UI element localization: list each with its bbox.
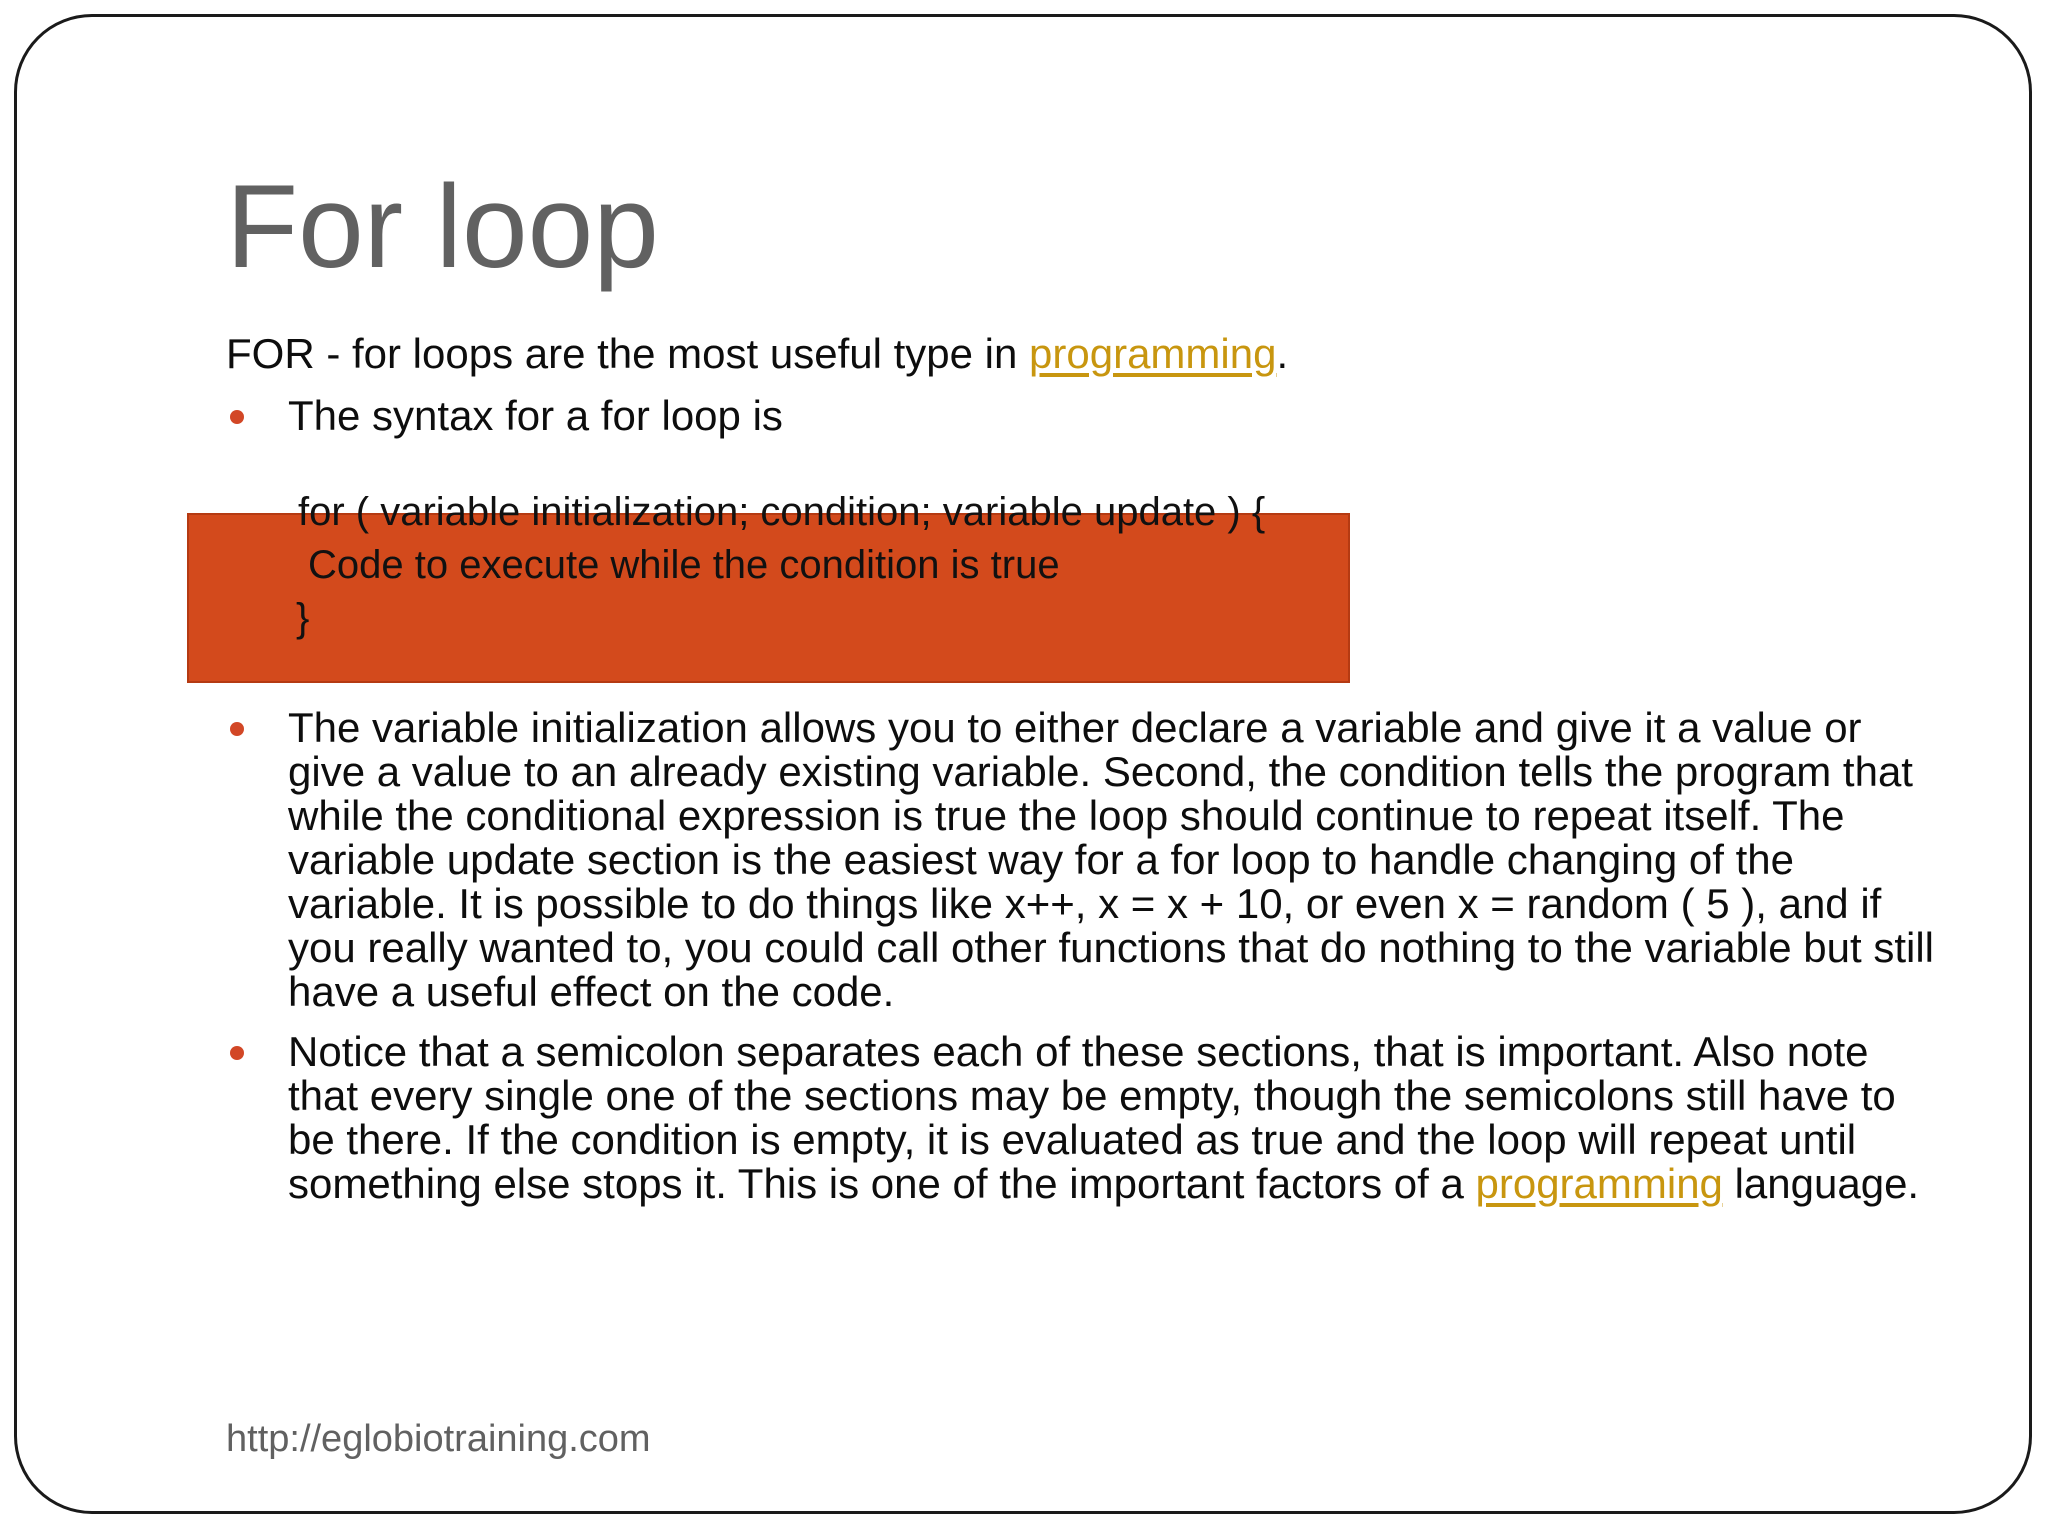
bullet-text-before: Notice that a semicolon separates each of these sections, that is important. Also note that every single one of the sections may be empty, though the semicolons still have to be there. If the condition is empty, it is evaluated as true and the loop will repeat until something else stops it. This is one of the important factors of a — [288, 1028, 1896, 1207]
code-line-for-header: for ( variable initialization; condition; variable update ) { — [298, 490, 1266, 534]
intro-text-after: . — [1276, 330, 1289, 377]
intro-text-before: FOR - for loops are the most useful type in — [226, 330, 1030, 377]
bullet-variable-initialization — [226, 706, 1946, 1014]
programming-link[interactable]: programming — [1475, 1160, 1723, 1207]
bullet-dot-icon — [230, 410, 244, 424]
bullet-dot-icon — [230, 722, 244, 736]
bullet-syntax — [226, 390, 1946, 442]
footer-url: http://eglobiotraining.com — [226, 1418, 651, 1460]
bullet-dot-icon — [230, 1046, 244, 1060]
bullet-text: The variable initialization allows you to either declare a variable and give it a value or give a value to an already existing variable. Second, the condition tells the program that while the conditional expression is true the loop should continue to repeat itself. The variable update section is the easiest way for a for loop to handle changing of the variable. It is possible to do things like x++, x = x + 10, or even x = random ( 5 ), and if you really wanted to, you could call other functions that do nothing to the variable but still have a useful effect on the code. — [288, 704, 1934, 1015]
code-highlight-box — [187, 513, 1350, 683]
bullet-text-after: language. — [1722, 1160, 1920, 1207]
bullet-text: The syntax for a for loop is — [288, 392, 783, 439]
programming-link[interactable]: programming — [1029, 330, 1277, 377]
slide-title: For loop — [226, 161, 659, 293]
code-line-body: Code to execute while the condition is true — [308, 543, 1060, 587]
bullet-text — [288, 1030, 1946, 1206]
bullet-semicolon-note — [226, 1030, 1946, 1206]
intro-paragraph — [226, 328, 1288, 380]
code-line-closing-brace: } — [296, 596, 310, 640]
